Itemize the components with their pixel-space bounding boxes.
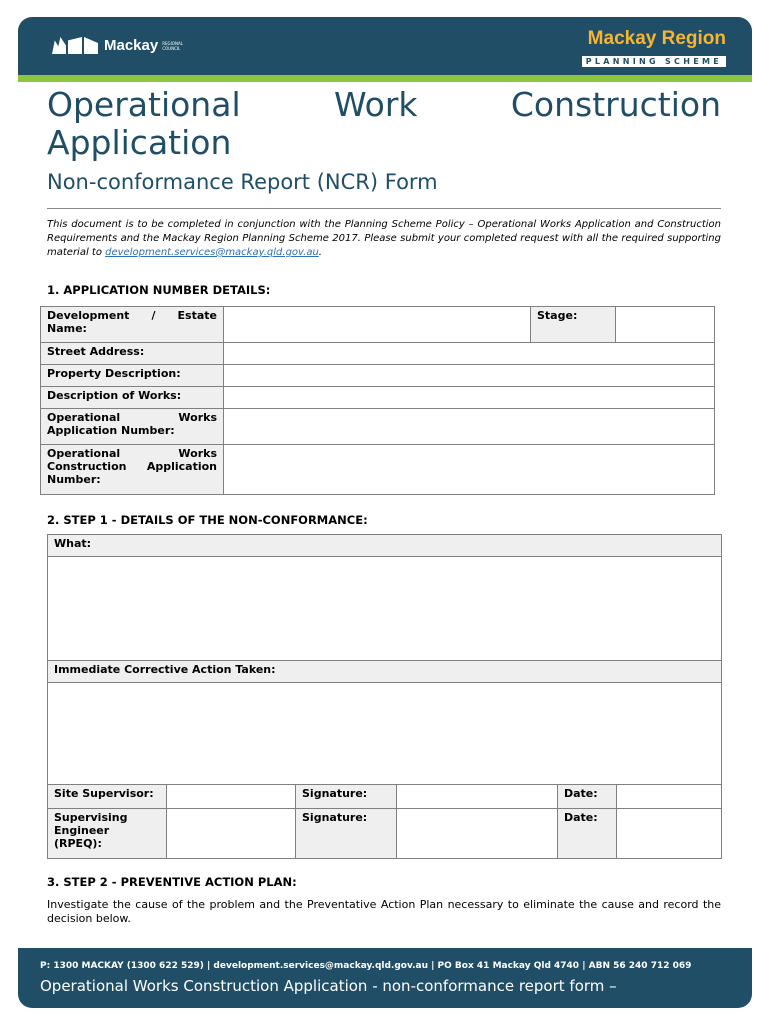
engineer-signature-label: Signature:	[296, 809, 397, 859]
page-title: Operational Work Construction Application	[47, 85, 721, 162]
site-date-field[interactable]	[617, 785, 722, 809]
footer-banner	[18, 948, 752, 1008]
section2-heading: 2. STEP 1 - DETAILS OF THE NON-CONFORMANCE:	[47, 513, 368, 527]
section1-heading: 1. APPLICATION NUMBER DETAILS:	[47, 283, 271, 297]
footer-contact: P: 1300 MACKAY (1300 622 529) | development.services@mackay.qld.gov.au | PO Box 41 Mackay Qld 4740 | ABN 56 240 712 069	[40, 961, 692, 971]
planning-scheme-logo	[582, 29, 726, 68]
planning-scheme-logo-sub: PLANNING SCHEME	[582, 56, 726, 67]
planning-scheme-logo-name: Mackay Region	[587, 28, 726, 49]
footer-title: Operational Works Construction Application - non-conformance report form –	[40, 977, 617, 995]
dev-estate-field[interactable]	[224, 307, 531, 343]
engineer-signature-field[interactable]	[397, 809, 558, 859]
site-signature-label: Signature:	[296, 785, 397, 809]
section3-heading: 3. STEP 2 - PREVENTIVE ACTION PLAN:	[47, 875, 297, 889]
engineer-field[interactable]	[167, 809, 296, 859]
engineer-label: Supervising Engineer (RPEQ):	[48, 809, 167, 859]
section3-text: Investigate the cause of the problem and the Preventative Action Plan necessary to eliminate the cause and record the decision below.	[47, 898, 721, 925]
dev-estate-label: Development / Estate Name:	[41, 307, 224, 343]
intro-end: .	[318, 247, 322, 258]
property-description-field[interactable]	[224, 365, 715, 387]
works-description-field[interactable]	[224, 387, 715, 409]
intro-paragraph	[47, 218, 721, 260]
corrective-action-field[interactable]	[48, 683, 722, 785]
intro-text: This document is to be completed in conjunction with the Planning Scheme Policy – Operational Works Application and Construction Requirements and the Mackay Region Planning Scheme 2017. Please submit your completed request with all the required supporting material to	[47, 219, 721, 258]
what-field[interactable]	[48, 557, 722, 661]
title-divider	[47, 208, 721, 209]
site-supervisor-field[interactable]	[167, 785, 296, 809]
council-logo-icon	[52, 37, 98, 54]
stage-label: Stage:	[531, 307, 616, 343]
engineer-date-field[interactable]	[617, 809, 722, 859]
site-supervisor-label: Site Supervisor:	[48, 785, 167, 809]
engineer-date-label: Date:	[558, 809, 617, 859]
page-subtitle: Non-conformance Report (NCR) Form	[47, 170, 438, 194]
application-details-table	[40, 306, 715, 495]
non-conformance-table	[47, 534, 722, 859]
council-logo-word: Mackay	[104, 37, 159, 54]
street-address-label: Street Address:	[41, 343, 224, 365]
property-description-label: Property Description:	[41, 365, 224, 387]
corrective-action-label: Immediate Corrective Action Taken:	[48, 661, 722, 683]
owca-number-field[interactable]	[224, 445, 715, 495]
header-accent-bar	[18, 75, 752, 82]
site-date-label: Date:	[558, 785, 617, 809]
what-label: What:	[48, 535, 722, 557]
street-address-field[interactable]	[224, 343, 715, 365]
works-description-label: Description of Works:	[41, 387, 224, 409]
owa-number-label: Operational Works Application Number:	[41, 409, 224, 445]
stage-field[interactable]	[616, 307, 715, 343]
owca-number-label: Operational Works Construction Application Number:	[41, 445, 224, 495]
site-signature-field[interactable]	[397, 785, 558, 809]
council-logo-sub: REGIONAL COUNCIL	[162, 40, 183, 51]
council-logo	[52, 37, 190, 54]
email-link[interactable]: development.services@mackay.qld.gov.au	[105, 247, 319, 258]
owa-number-field[interactable]	[224, 409, 715, 445]
